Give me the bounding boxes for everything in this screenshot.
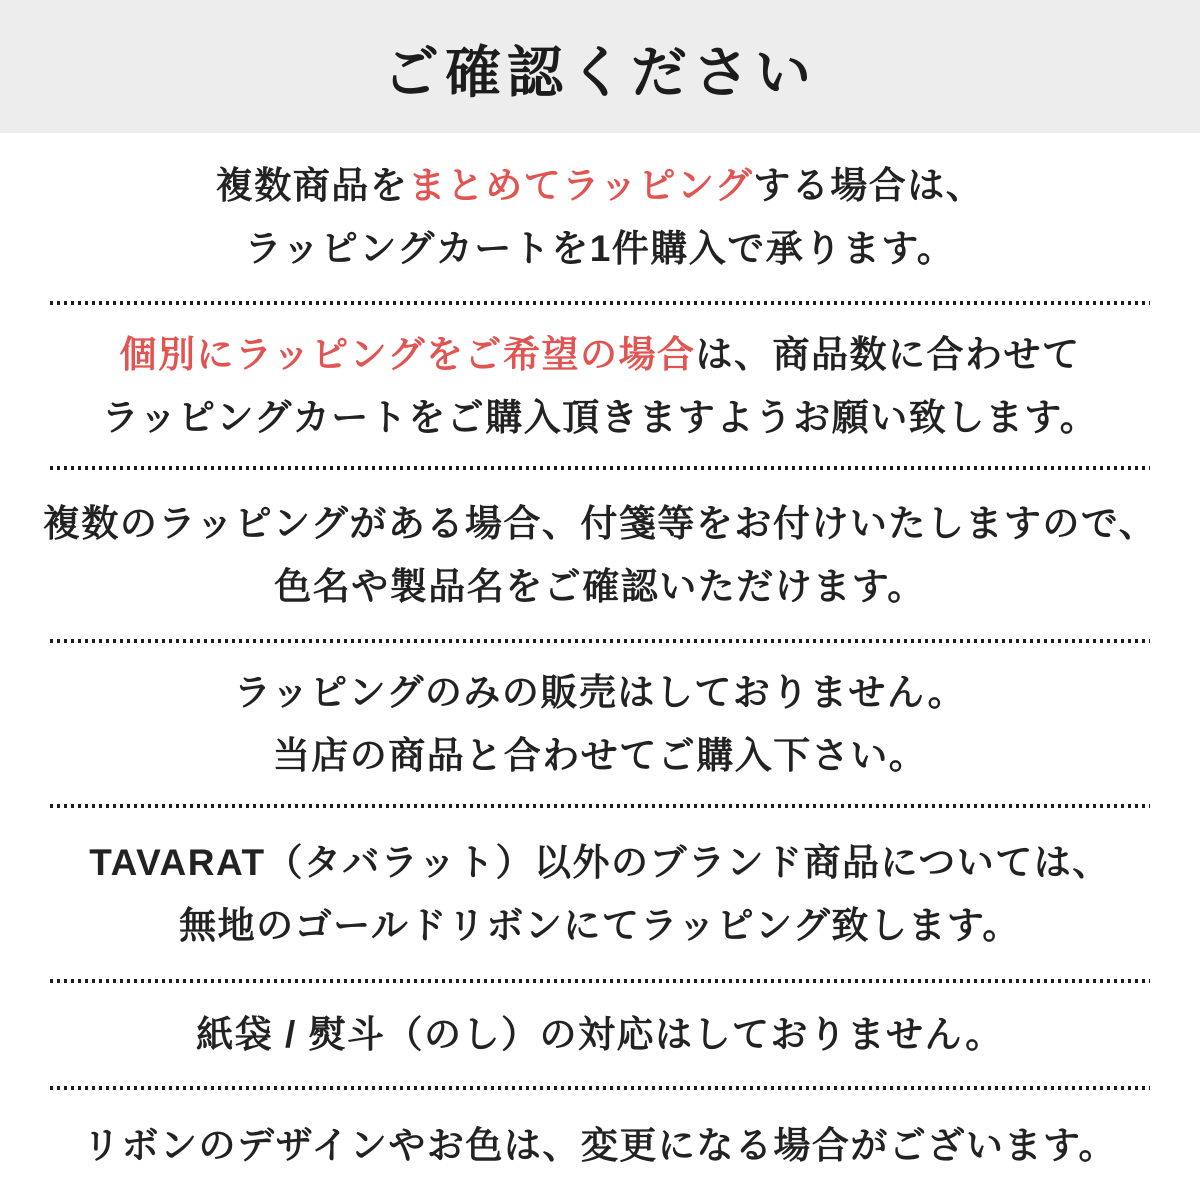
notice-text: 紙袋 / 熨斗（のし）の対応はしておりません。 [196,1014,1004,1055]
notice-line [102,386,1099,449]
notice-line [196,1003,1004,1066]
notice-line [216,154,985,217]
notice-section [0,643,1200,804]
notice-header [0,0,1200,133]
notice-section [0,133,1200,301]
notice-text: 色名や製品名をご確認いただけます。 [274,565,926,607]
page-title: ご確認ください [383,40,817,104]
notice-line [245,217,956,280]
notice-line [234,661,966,724]
notice-text: ラッピングカートをご購入頂きますようお願い致します。 [101,396,1099,438]
highlighted-text: まとめてラッピング [408,165,754,206]
notice-text: は、商品数に合わせて [695,333,1081,375]
notice-section [0,1090,1200,1200]
notice-text: TAVARAT（タバラット）以外のブランド商品については、 [89,841,1111,883]
notice-text: 当店の商品と合わせてご購入下さい。 [272,734,928,776]
notice-section [0,305,1200,466]
notice-section [0,470,1200,639]
notice-text: ラッピングのみの販売はしておりません。 [233,671,967,713]
notice-line [119,323,1080,386]
highlighted-text: 個別にラッピングをご希望の場合 [119,333,696,375]
notice-line [179,894,1021,957]
notice-line [43,492,1157,555]
notice-text: リボンのデザインやお色は、変更になる場合がございます。 [83,1124,1117,1166]
notice-line [274,555,926,618]
notice-line [83,1114,1117,1177]
notice-text: 無地のゴールドリボンにてラッピング致します。 [179,904,1021,946]
notice-text: 複数のラッピングがある場合、付箋等をお付けいたしますので、 [42,502,1158,544]
notice-text: 複数商品を [215,165,409,206]
notice-section [0,808,1200,979]
notice-text: ラッピングカートを1件購入で承ります。 [244,228,956,269]
notice-line [273,724,928,787]
notice-section [0,983,1200,1086]
notice-line [89,831,1110,894]
notice-text: する場合は、 [753,165,985,206]
notice-sections [0,133,1200,1200]
